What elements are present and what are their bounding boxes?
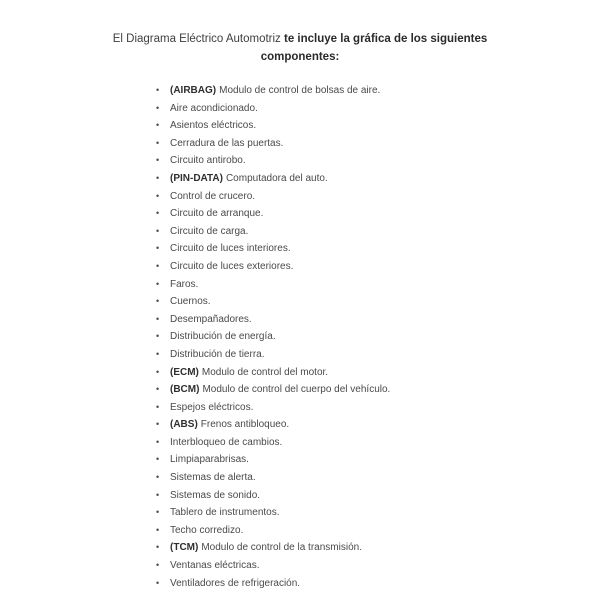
list-item	[156, 451, 390, 469]
bullet-icon: •	[156, 278, 160, 289]
component-text: Distribución de tierra.	[170, 348, 265, 360]
list-item	[156, 135, 390, 153]
bullet-icon: •	[156, 507, 160, 518]
bullet-icon: •	[156, 225, 160, 236]
list-item	[156, 293, 390, 311]
list-item	[156, 152, 390, 170]
component-text: Control de crucero.	[170, 190, 256, 202]
bullet-icon: •	[156, 102, 160, 113]
bullet-icon: •	[156, 366, 160, 377]
component-text: Computadora del auto.	[225, 172, 328, 184]
bullet-icon: •	[156, 472, 160, 483]
list-item	[156, 539, 390, 557]
list-item	[156, 205, 390, 223]
intro-bold-text: te incluye la gráfica de los siguientes componentes:	[260, 33, 488, 63]
component-abbreviation: (BCM)	[170, 384, 200, 396]
component-text: Circuito antirobo.	[170, 155, 246, 167]
list-item	[156, 399, 390, 417]
bullet-icon: •	[156, 243, 160, 254]
list-item	[156, 100, 390, 118]
component-abbreviation: (ECM)	[170, 366, 199, 378]
list-item	[156, 469, 390, 487]
component-text: Circuito de arranque.	[170, 208, 264, 220]
component-abbreviation: (PIN-DATA)	[170, 172, 223, 184]
component-text: Espejos eléctricos.	[170, 401, 254, 413]
component-text: Modulo de control de bolsas de aire.	[219, 85, 381, 96]
bullet-icon: •	[156, 384, 160, 395]
list-item	[156, 258, 390, 276]
list-item	[156, 364, 390, 382]
bullet-icon: •	[156, 190, 160, 201]
component-text: Sistemas de alerta.	[170, 472, 256, 484]
list-item	[156, 434, 390, 452]
list-item	[156, 381, 390, 399]
component-text: Circuito de carga.	[170, 225, 249, 237]
list-item	[156, 487, 390, 505]
component-text: Modulo de control del cuerpo del vehículo.	[202, 384, 391, 396]
bullet-icon: •	[156, 296, 160, 307]
component-text: Circuito de luces interiores.	[170, 243, 291, 255]
list-item	[156, 170, 390, 188]
component-abbreviation: (AIRBAG)	[170, 85, 217, 96]
list-item	[156, 522, 390, 540]
component-text: Modulo de control del motor.	[201, 366, 329, 378]
list-item	[156, 328, 390, 346]
list-item	[156, 82, 390, 100]
bullet-icon: •	[156, 560, 160, 571]
component-text: Asientos eléctricos.	[170, 120, 257, 132]
bullet-icon: •	[156, 85, 160, 95]
component-text: Techo corredizo.	[170, 524, 244, 536]
component-text: Aire acondicionado.	[170, 102, 258, 114]
component-abbreviation: (TCM)	[170, 542, 199, 554]
list-item	[156, 504, 390, 522]
component-text: Desempañadores.	[170, 313, 252, 325]
list-item	[156, 346, 390, 364]
bullet-icon: •	[156, 524, 160, 535]
component-text: Ventanas eléctricas.	[170, 560, 260, 572]
list-item	[156, 188, 390, 206]
list-item	[156, 311, 390, 329]
component-text: Distribución de energía.	[170, 331, 276, 343]
list-item	[156, 240, 390, 258]
bullet-icon: •	[156, 436, 160, 447]
list-item	[156, 276, 390, 294]
component-text: Interbloqueo de cambios.	[170, 436, 283, 448]
bullet-icon: •	[156, 542, 160, 553]
component-text: Cuernos.	[170, 296, 211, 308]
component-text: Modulo de control de la transmisión.	[201, 542, 362, 554]
bullet-icon: •	[156, 454, 160, 465]
component-text: Limpiaparabrisas.	[170, 454, 249, 466]
bullet-icon: •	[156, 260, 160, 271]
list-item	[156, 223, 390, 241]
component-text: Tablero de instrumentos.	[170, 507, 280, 519]
intro-paragraph	[100, 30, 500, 66]
bullet-icon: •	[156, 331, 160, 342]
list-item	[156, 416, 390, 434]
list-item	[156, 557, 390, 575]
bullet-icon: •	[156, 155, 160, 166]
component-abbreviation: (ABS)	[170, 419, 198, 431]
bullet-icon: •	[156, 120, 160, 131]
component-list	[156, 82, 390, 592]
list-item	[156, 575, 390, 593]
component-text: Cerradura de las puertas.	[170, 137, 284, 149]
bullet-icon: •	[156, 489, 160, 500]
bullet-icon: •	[156, 577, 160, 588]
bullet-icon: •	[156, 419, 160, 430]
bullet-icon: •	[156, 208, 160, 219]
intro-text: El Diagrama Eléctrico Automotriz	[112, 33, 285, 45]
list-item	[156, 117, 390, 135]
bullet-icon: •	[156, 348, 160, 359]
component-text: Sistemas de sonido.	[170, 489, 261, 501]
bullet-icon: •	[156, 313, 160, 324]
component-text: Ventiladores de refrigeración.	[170, 577, 301, 589]
bullet-icon: •	[156, 137, 160, 148]
bullet-icon: •	[156, 172, 160, 183]
component-text: Faros.	[170, 278, 199, 290]
component-text: Circuito de luces exteriores.	[170, 260, 294, 272]
bullet-icon: •	[156, 401, 160, 412]
component-text: Frenos antibloqueo.	[200, 419, 290, 431]
